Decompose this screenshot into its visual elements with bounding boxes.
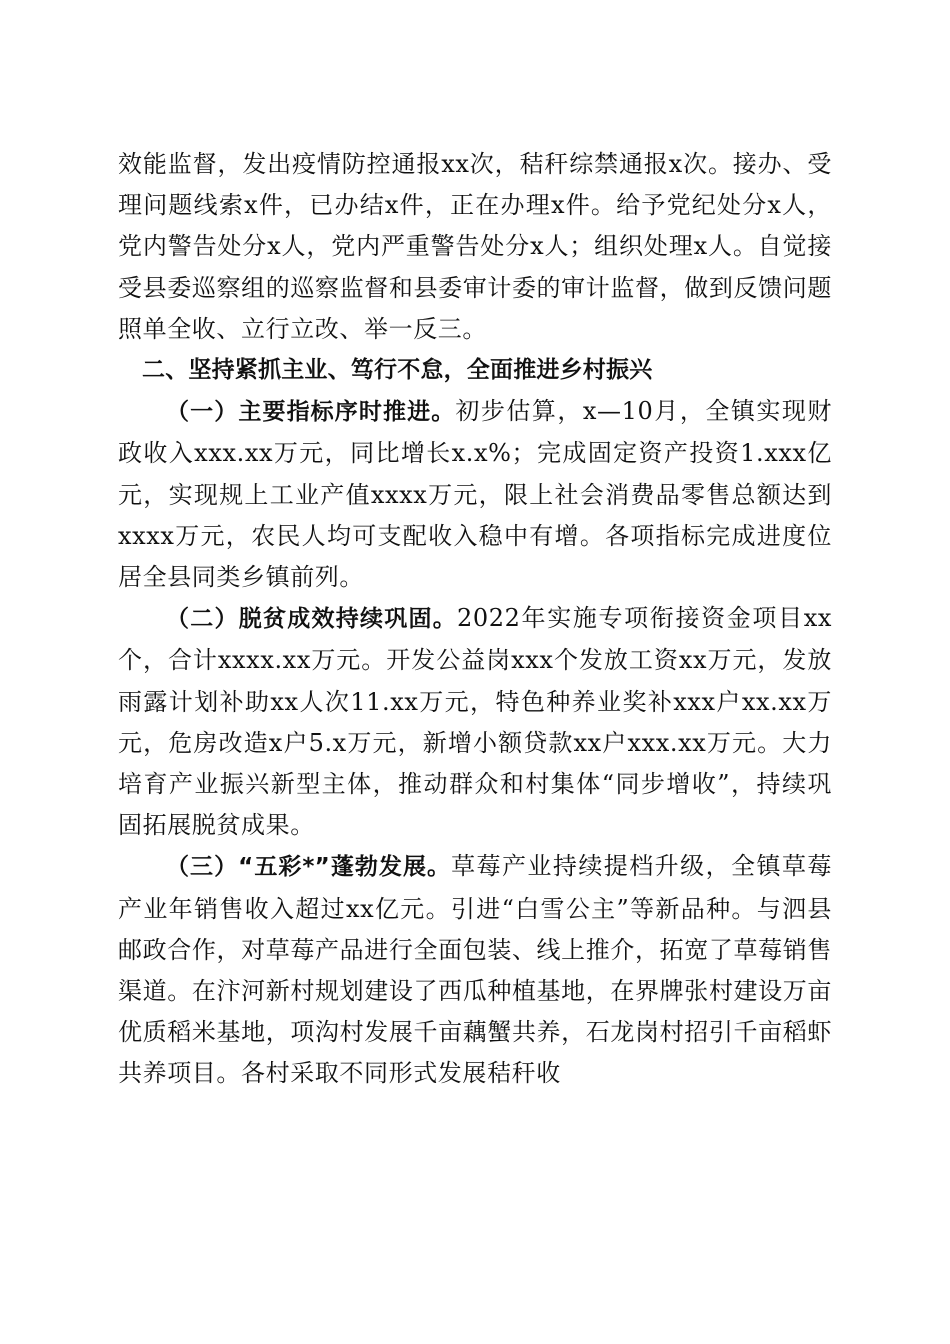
body-paragraph <box>118 144 832 350</box>
item-lead: （一）主要指标序时推进。 <box>166 399 456 426</box>
list-item <box>118 391 832 598</box>
item-text: 初步估算，x—10月，全镇实现财政收入xxx.xx万元，同比增长x.x%；完成固定资产投资1.xxx亿元，实现规上工业产值xxxx万元，限上社会消费品零售总额达到xxxx万元，农民人均可支配收入稳中有增。各项指标完成进度位居全县同类乡镇前列。 <box>118 397 832 592</box>
item-lead: （三）“五彩*”蓬勃发展。 <box>166 854 452 881</box>
section-heading: 二、坚持紧抓主业、笃行不怠，全面推进乡村振兴 <box>142 357 653 384</box>
item-text: 草莓产业持续提档升级，全镇草莓产业年销售收入超过xx亿元。引进“白雪公主”等新品种。与泗县邮政合作，对草莓产品进行全面包装、线上推介，拓宽了草莓销售渠道。在汴河新村规划建设了西瓜种植基地，在界牌张村建设万亩优质稻米基地，项沟村发展千亩藕蟹共养，石龙岗村招引千亩稻虾共养项目。各村采取不同形式发展秸秆收 <box>118 852 832 1088</box>
item-text: 2022年实施专项衔接资金项目xx个，合计xxxx.xx万元。开发公益岗xxx个发放工资xx万元，发放雨露计划补助xx人次11.xx万元，特色种养业奖补xxx户xx.xx万元，危房改造x户5.x万元，新增小额贷款xx户xxx.xx万元。大力培育产业振兴新型主体，推动群众和村集体“同步增收”，持续巩固拓展脱贫成果。 <box>118 604 832 840</box>
item-lead: （二）脱贫成效持续巩固。 <box>166 606 458 633</box>
list-item <box>118 846 832 1094</box>
list-item <box>118 598 832 846</box>
paragraph-text: 效能监督，发出疫情防控通报xx次，秸秆综禁通报x次。接办、受理问题线索x件，已办结x件，正在办理x件。给予党纪处分x人，党内警告处分x人，党内严重警告处分x人；组织处理x人。自觉接受县委巡察组的巡察监督和县委审计委的审计监督，做到反馈问题照单全收、立行立改、举一反三。 <box>118 150 832 343</box>
document-page <box>118 144 832 1095</box>
